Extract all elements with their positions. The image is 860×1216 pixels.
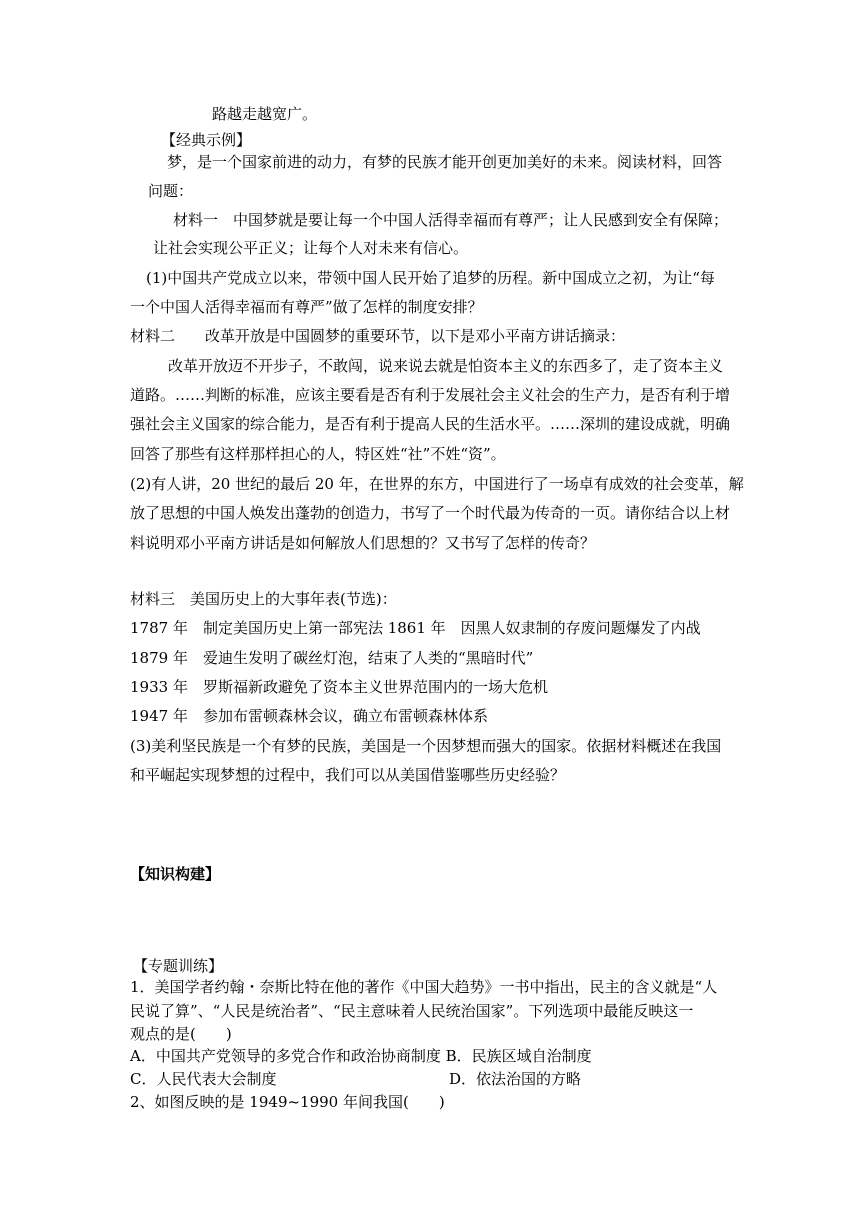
- training-question1-options-ab: A．中国共产党领导的多党合作和政治协商制度 B．民族区域自治制度: [130, 1047, 592, 1065]
- training-question1-line: 观点的是( ): [130, 1025, 232, 1043]
- question2-line: (2)有人讲，20 世纪的最后 20 年，在世界的东方，中国进行了一场卓有成效的社会变革，解: [130, 475, 744, 493]
- material2-quote-line: 回答了那些有这样那样担心的人，特区姓“社”不姓“资”。: [130, 445, 506, 463]
- example-intro-line: 问题：: [148, 182, 194, 200]
- training-question1-line: 民说了算”、“人民是统治者”、“民主意味着人民统治国家”。下列选项中最能反映这一: [130, 1002, 694, 1020]
- training-question1-option-d: D．依法治国的方略: [449, 1070, 582, 1088]
- training-heading: 【专题训练】: [133, 957, 224, 975]
- question1-line: 一个中国人活得幸福而有尊严”做了怎样的制度安排？: [130, 298, 483, 316]
- question2-line: 放了思想的中国人焕发出蓬勃的创造力，书写了一个时代最为传奇的一页。请你结合以上材: [130, 504, 731, 522]
- timeline-event: 1947 年 参加布雷顿森林会议，确立布雷顿森林体系: [130, 707, 488, 725]
- training-question2-line: 2、如图反映的是 1949~1990 年间我国( ): [130, 1093, 445, 1111]
- intro-tail-text: 路越走越宽广。: [212, 105, 318, 123]
- question1-line: (1)中国共产党成立以来，带领中国人民开始了追梦的历程。新中国成立之初，为让“每: [146, 269, 715, 287]
- classic-example-heading: 【经典示例】: [161, 131, 252, 149]
- question3-line: 和平崛起实现梦想的过程中，我们可以从美国借鉴哪些历史经验？: [130, 766, 566, 784]
- timeline-event: 1933 年 罗斯福新政避免了资本主义世界范围内的一场大危机: [130, 678, 548, 696]
- example-intro-line: 梦，是一个国家前进的动力，有梦的民族才能开创更加美好的未来。阅读材料，回答: [167, 153, 723, 171]
- material2-heading: 材料二 改革开放是中国圆梦的重要环节，以下是邓小平南方讲话摘录：: [130, 327, 626, 345]
- material3-heading: 材料三 美国历史上的大事年表(节选)：: [130, 590, 397, 608]
- knowledge-construction-heading: 【知识构建】: [130, 865, 221, 883]
- timeline-event: 1787 年 制定美国历史上第一部宪法 1861 年 因黑人奴隶制的存废问题爆发了内战: [130, 619, 701, 637]
- question3-line: (3)美利坚民族是一个有梦的民族，美国是一个因梦想而强大的国家。依据材料概述在我国: [130, 737, 722, 755]
- question2-line: 料说明邓小平南方讲话是如何解放人们思想的？又书写了怎样的传奇？: [130, 534, 596, 552]
- material1-line: 材料一 中国梦就是要让每一个中国人活得幸福而有尊严；让人民感到安全有保障；: [173, 211, 729, 229]
- training-question1-line: 1．美国学者约翰・奈斯比特在他的著作《中国大趋势》一书中指出，民主的含义就是“人: [130, 978, 718, 996]
- material2-quote-line: 强社会主义国家的综合能力，是否有利于提高人民的生活水平。……深圳的建设成就，明确: [130, 415, 731, 433]
- material2-quote-line: 道路。……判断的标准，应该主要看是否有利于发展社会主义社会的生产力，是否有利于增: [130, 386, 731, 404]
- material1-line: 让社会实现公平正义；让每个人对未来有信心。: [153, 239, 469, 257]
- material2-quote-line: 改革开放迈不开步子，不敢闯，说来说去就是怕资本主义的东西多了，走了资本主义: [168, 357, 724, 375]
- training-question1-option-c: C．人民代表大会制度: [130, 1070, 277, 1088]
- timeline-event: 1879 年 爱迪生发明了碳丝灯泡，结束了人类的“黑暗时代”: [130, 649, 534, 667]
